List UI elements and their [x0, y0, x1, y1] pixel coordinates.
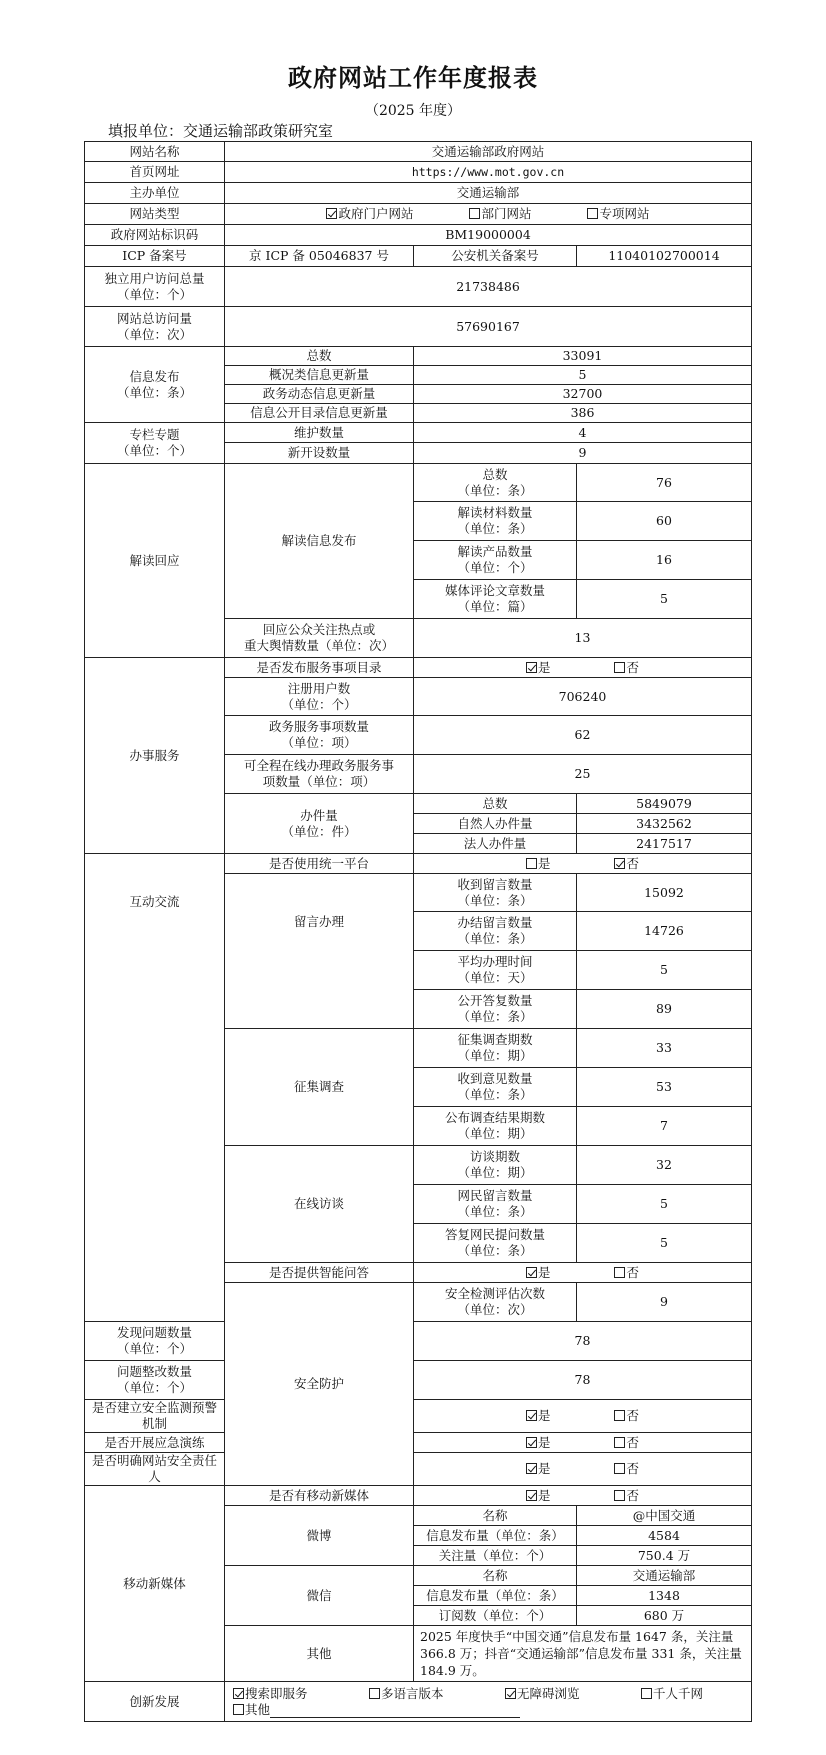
label-cell: 征集调查期数 （单位：期）	[414, 1029, 577, 1068]
value-cell: 680 万	[577, 1606, 752, 1626]
label-cell: 问题整改数量 （单位：个）	[85, 1361, 225, 1400]
table-row	[85, 1433, 752, 1453]
label-cell: 是否建立安全监测预警机制	[85, 1400, 225, 1433]
value-cell: 5849079	[577, 794, 752, 814]
checkbox-icon[interactable]	[614, 1463, 625, 1474]
yes-no-options: 是 否	[414, 1453, 752, 1486]
value-cell: 5	[577, 580, 752, 619]
checkbox-icon[interactable]	[526, 858, 537, 869]
label-cell: 首页网址	[85, 162, 225, 183]
yes-no-options: 是 否	[414, 1263, 752, 1283]
label-cell: 信息公开目录信息更新量	[225, 404, 414, 423]
value-cell: 4	[414, 423, 752, 443]
section-label: 办事服务	[85, 658, 225, 854]
label-cell: 办结留言数量 （单位：条）	[414, 912, 577, 951]
checkbox-icon[interactable]	[641, 1688, 652, 1699]
sub-section-label: 在线访谈	[225, 1146, 414, 1263]
label-cell: 公布调查结果期数 （单位：期）	[414, 1107, 577, 1146]
label-cell: ICP 备案号	[85, 246, 225, 267]
label-cell: 是否明确网站安全责任人	[85, 1453, 225, 1486]
checkbox-checked-icon[interactable]	[526, 1267, 537, 1278]
sub-section-label: 微博	[225, 1506, 414, 1566]
checkbox-checked-icon[interactable]	[526, 1410, 537, 1421]
value-cell: 32	[577, 1146, 752, 1185]
value-cell: 386	[414, 404, 752, 423]
value-cell: 5	[577, 951, 752, 990]
label-cell: 发现问题数量 （单位：个）	[85, 1322, 225, 1361]
label-cell: 答复网民提问数量 （单位：条）	[414, 1224, 577, 1263]
value-cell: 1348	[577, 1586, 752, 1606]
blank-line[interactable]	[270, 1705, 520, 1718]
label-cell: 解读材料数量 （单位：条）	[414, 502, 577, 541]
report-title: 政府网站工作年度报表	[288, 63, 538, 92]
other-media-text: 2025 年度快手“中国交通”信息发布量 1647 条，关注量 366.8 万；抖音“交通运输部”信息发布量 331 条，关注量 184.9 万。	[414, 1626, 752, 1682]
label-cell: 网站总访问量 （单位：次）	[85, 307, 225, 347]
value-cell: 5	[577, 1185, 752, 1224]
reporting-unit: 填报单位：交通运输部政策研究室	[108, 122, 334, 140]
value-cell: 15092	[577, 874, 752, 912]
section-label: 移动新媒体	[85, 1486, 225, 1682]
checkbox-icon[interactable]	[369, 1688, 380, 1699]
checkbox-checked-icon[interactable]	[526, 1463, 537, 1474]
label-cell: 访谈期数 （单位：期）	[414, 1146, 577, 1185]
value-cell: 60	[577, 502, 752, 541]
table-row	[85, 1453, 752, 1486]
value-cell: BM19000004	[225, 225, 752, 246]
sub-section-label: 微信	[225, 1566, 414, 1626]
report-year: （2025 年度）	[364, 103, 462, 119]
label-cell: 公安机关备案号	[414, 246, 577, 267]
value-cell: 14726	[577, 912, 752, 951]
label-cell: 总数	[414, 794, 577, 814]
label-cell: 网民留言数量 （单位：条）	[414, 1185, 577, 1224]
label-cell: 平均办理时间 （单位：天）	[414, 951, 577, 990]
value-cell: 交通运输部	[225, 183, 752, 204]
table-row	[85, 854, 752, 874]
label-cell: 法人办件量	[414, 834, 577, 854]
value-cell: 750.4 万	[577, 1546, 752, 1566]
yes-no-options: 是 否	[414, 1400, 752, 1433]
table-row	[85, 423, 752, 443]
value-cell: 21738486	[225, 267, 752, 307]
value-cell: 53	[577, 1068, 752, 1107]
yes-no-options: 是 否	[414, 1486, 752, 1506]
table-row	[85, 1682, 752, 1722]
label-cell: 网站类型	[85, 204, 225, 225]
value-cell: 交通运输部	[577, 1566, 752, 1586]
label-cell: 可全程在线办理政务服务事 项数量（单位：项）	[225, 755, 414, 794]
checkbox-icon[interactable]	[614, 1437, 625, 1448]
value-cell: 9	[414, 443, 752, 464]
homepage-url: https://www.mot.gov.cn	[225, 162, 752, 183]
checkbox-checked-icon[interactable]	[614, 858, 625, 869]
table-row	[85, 347, 752, 366]
value-cell: 13	[414, 619, 752, 658]
site-type-options: 政府门户网站 部门网站 专项网站	[225, 204, 752, 225]
value-cell: 33091	[414, 347, 752, 366]
section-label: 安全防护	[225, 1283, 414, 1486]
checkbox-icon[interactable]	[614, 1267, 625, 1278]
value-cell: 3432562	[577, 814, 752, 834]
sub-section-label: 其他	[225, 1626, 414, 1682]
label-cell: 名称	[414, 1506, 577, 1526]
value-cell: 2417517	[577, 834, 752, 854]
table-row	[85, 464, 752, 502]
label-cell: 媒体评论文章数量 （单位：篇）	[414, 580, 577, 619]
label-cell: 解读产品数量 （单位：个）	[414, 541, 577, 580]
label-cell: 主办单位	[85, 183, 225, 204]
table-row	[85, 267, 752, 307]
yes-no-options: 是 否	[414, 1433, 752, 1453]
label-cell: 新开设数量	[225, 443, 414, 464]
innovation-options: 搜索即服务 多语言版本 无障碍浏览 千人千网 其他	[225, 1682, 752, 1722]
value-cell: 5	[577, 1224, 752, 1263]
label-cell: 政府网站标识码	[85, 225, 225, 246]
section-label: 解读回应	[85, 464, 225, 658]
label-cell: 是否发布服务事项目录	[225, 658, 414, 678]
table-row	[85, 1322, 752, 1361]
sub-section-label: 征集调查	[225, 1029, 414, 1146]
section-label: 互动交流	[85, 854, 225, 1322]
table-row	[85, 183, 752, 204]
value-cell: 11040102700014	[577, 246, 752, 267]
label-cell: 信息发布量（单位：条）	[414, 1586, 577, 1606]
label-cell: 关注量（单位：个）	[414, 1546, 577, 1566]
section-label: 专栏专题 （单位：个）	[85, 423, 225, 464]
label-cell: 网站名称	[85, 142, 225, 162]
report-table	[84, 141, 752, 1722]
label-cell: 政务服务事项数量 （单位：项）	[225, 716, 414, 755]
label-cell: 信息发布量（单位：条）	[414, 1526, 577, 1546]
value-cell: 9	[577, 1283, 752, 1322]
value-cell: 32700	[414, 385, 752, 404]
label-cell: 是否开展应急演练	[85, 1433, 225, 1453]
value-cell: 4584	[577, 1526, 752, 1546]
value-cell: 16	[577, 541, 752, 580]
label-cell: 是否使用统一平台	[225, 854, 414, 874]
value-cell: 76	[577, 464, 752, 502]
table-row	[85, 1486, 752, 1506]
table-row	[85, 204, 752, 225]
value-cell: 62	[414, 716, 752, 755]
label-cell: 总数 （单位：条）	[414, 464, 577, 502]
sub-section-label: 解读信息发布	[225, 464, 414, 619]
checkbox-icon[interactable]	[587, 208, 598, 219]
sub-section-label: 留言办理	[225, 874, 414, 1029]
label-cell: 是否有移动新媒体	[225, 1486, 414, 1506]
section-label: 创新发展	[85, 1682, 225, 1722]
value-cell: 706240	[414, 678, 752, 716]
value-cell: 25	[414, 755, 752, 794]
label-cell: 收到留言数量 （单位：条）	[414, 874, 577, 912]
label-cell: 回应公众关注热点或 重大舆情数量（单位：次）	[225, 619, 414, 658]
yes-no-options: 是 否	[414, 658, 752, 678]
checkbox-checked-icon[interactable]	[326, 208, 337, 219]
value-cell: 33	[577, 1029, 752, 1068]
checkbox-icon[interactable]	[614, 662, 625, 673]
value-cell: 7	[577, 1107, 752, 1146]
value-cell: 京 ICP 备 05046837 号	[225, 246, 414, 267]
table-row	[85, 1361, 752, 1400]
label-cell: 独立用户访问总量 （单位：个）	[85, 267, 225, 307]
checkbox-icon[interactable]	[469, 208, 480, 219]
label-cell: 总数	[225, 347, 414, 366]
label-cell: 公开答复数量 （单位：条）	[414, 990, 577, 1029]
checkbox-icon[interactable]	[233, 1704, 244, 1715]
label-cell: 政务动态信息更新量	[225, 385, 414, 404]
checkbox-checked-icon[interactable]	[526, 1490, 537, 1501]
checkbox-checked-icon[interactable]	[505, 1688, 516, 1699]
checkbox-icon[interactable]	[614, 1490, 625, 1501]
section-label: 信息发布 （单位：条）	[85, 347, 225, 423]
label-cell: 概况类信息更新量	[225, 366, 414, 385]
value-cell: 78	[414, 1361, 752, 1400]
checkbox-checked-icon[interactable]	[526, 1437, 537, 1448]
label-cell: 名称	[414, 1566, 577, 1586]
yes-no-options: 是 否	[414, 854, 752, 874]
label-cell: 订阅数（单位：个）	[414, 1606, 577, 1626]
label-cell: 维护数量	[225, 423, 414, 443]
label-cell: 是否提供智能问答	[225, 1263, 414, 1283]
value-cell: 78	[414, 1322, 752, 1361]
checkbox-icon[interactable]	[614, 1410, 625, 1421]
checkbox-checked-icon[interactable]	[233, 1688, 244, 1699]
table-row	[85, 1400, 752, 1433]
value-cell: 5	[414, 366, 752, 385]
table-row	[85, 246, 752, 267]
value-cell: 57690167	[225, 307, 752, 347]
label-cell: 自然人办件量	[414, 814, 577, 834]
value-cell: @中国交通	[577, 1506, 752, 1526]
checkbox-checked-icon[interactable]	[526, 662, 537, 673]
label-cell: 安全检测评估次数 （单位：次）	[414, 1283, 577, 1322]
value-cell: 89	[577, 990, 752, 1029]
label-cell: 办件量 （单位：件）	[225, 794, 414, 854]
label-cell: 注册用户数 （单位：个）	[225, 678, 414, 716]
table-row	[85, 307, 752, 347]
value-cell: 交通运输部政府网站	[225, 142, 752, 162]
table-row	[85, 658, 752, 678]
table-row	[85, 225, 752, 246]
label-cell: 收到意见数量 （单位：条）	[414, 1068, 577, 1107]
table-row	[85, 142, 752, 162]
table-row	[85, 162, 752, 183]
